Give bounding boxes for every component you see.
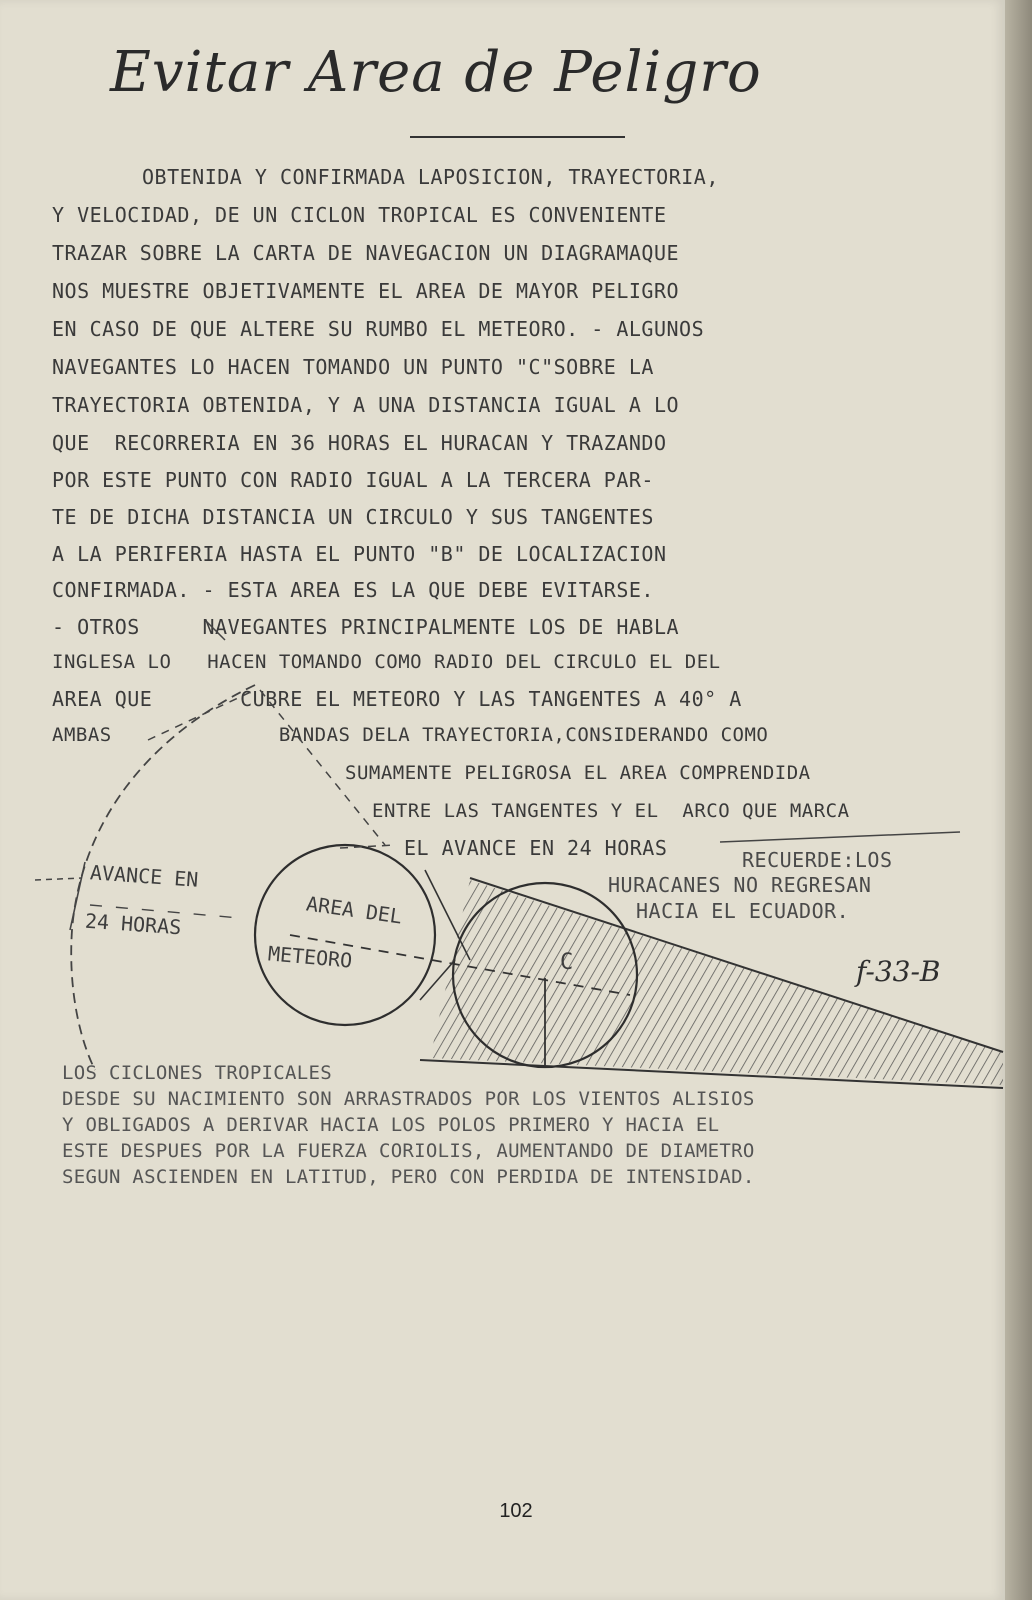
body-line: Y VELOCIDAD, DE UN CICLON TROPICAL ES CONVENIENTE xyxy=(52,203,667,227)
body-line: OBTENIDA Y CONFIRMADA LAPOSICION, TRAYECTORIA, xyxy=(142,165,719,189)
figure-reference: f-33-B xyxy=(856,955,941,988)
footnote-line: DESDE SU NACIMIENTO SON ARRASTRADOS POR LOS VIENTOS ALISIOS xyxy=(62,1088,755,1110)
meteor-area-label: METEORO xyxy=(267,941,354,973)
footnote-line: ESTE DESPUES POR LA FUERZA CORIOLIS, AUMENTANDO DE DIAMETRO xyxy=(62,1140,755,1162)
body-line: TE DE DICHA DISTANCIA UN CIRCULO Y SUS TANGENTES xyxy=(52,505,654,529)
footnote-line: SEGUN ASCIENDEN EN LATITUD, PERO CON PERDIDA DE INTENSIDAD. xyxy=(62,1166,755,1188)
advance-label: 24 HORAS xyxy=(84,908,183,940)
body-line: - OTROS NAVEGANTES PRINCIPALMENTE LOS DE HABLA xyxy=(52,615,680,639)
leader-line xyxy=(35,878,82,880)
meteor-area-label: AREA DEL xyxy=(304,891,404,929)
body-line: SUMAMENTE PELIGROSA EL AREA COMPRENDIDA xyxy=(345,762,811,784)
body-line: QUE RECORRERIA EN 36 HORAS EL HURACAN Y TRAZANDO xyxy=(52,431,667,455)
body-line: TRAYECTORIA OBTENIDA, Y A UNA DISTANCIA IGUAL A LO xyxy=(52,393,680,417)
advance-label: AVANCE EN xyxy=(89,860,200,892)
reminder-note: HACIA EL ECUADOR. xyxy=(636,899,850,923)
body-line: TRAZAR SOBRE LA CARTA DE NAVEGACION UN DIAGRAMAQUE xyxy=(52,241,680,265)
reminder-note: HURACANES NO REGRESAN xyxy=(608,873,872,897)
footnote-line: LOS CICLONES TROPICALES xyxy=(62,1062,332,1084)
center-c-label: C xyxy=(560,950,574,975)
leader-line xyxy=(205,620,225,640)
leader-line xyxy=(720,832,960,842)
meteor-area-circle xyxy=(255,845,435,1025)
reminder-note: RECUERDE:LOS xyxy=(742,848,893,872)
body-line: EN CASO DE QUE ALTERE SU RUMBO EL METEORO. - ALGUNOS xyxy=(52,317,705,341)
body-line: AMBAS BANDAS DELA TRAYECTORIA,CONSIDERANDO COMO xyxy=(52,724,769,746)
footnote-line: Y OBLIGADOS A DERIVAR HACIA LOS POLOS PRIMERO Y HACIA EL xyxy=(62,1114,720,1136)
body-line: A LA PERIFERIA HASTA EL PUNTO "B" DE LOCALIZACION xyxy=(52,542,667,566)
book-spine-edge xyxy=(1005,0,1032,1600)
body-line: AREA QUE CUBRE EL METEORO Y LAS TANGENTES A 40° A xyxy=(52,687,742,711)
body-line: NAVEGANTES LO HACEN TOMANDO UN PUNTO "C"SOBRE LA xyxy=(52,355,654,379)
leader-line xyxy=(260,690,385,845)
page-number: 102 xyxy=(499,1500,533,1522)
leader-line xyxy=(148,690,255,740)
advance-bracket xyxy=(70,862,85,930)
body-line: EL AVANCE EN 24 HORAS xyxy=(404,836,668,860)
body-line: ENTRE LAS TANGENTES Y EL ARCO QUE MARCA xyxy=(372,800,850,822)
body-line: CONFIRMADA. - ESTA AREA ES LA QUE DEBE EVITARSE. xyxy=(52,578,654,602)
page-title: Evitar Area de Peligro xyxy=(110,40,762,105)
body-line: NOS MUESTRE OBJETIVAMENTE EL AREA DE MAYOR PELIGRO xyxy=(52,279,680,303)
body-line: POR ESTE PUNTO CON RADIO IGUAL A LA TERCERA PAR- xyxy=(52,468,654,492)
body-line: INGLESA LO HACEN TOMANDO COMO RADIO DEL CIRCULO EL DEL xyxy=(52,651,721,673)
